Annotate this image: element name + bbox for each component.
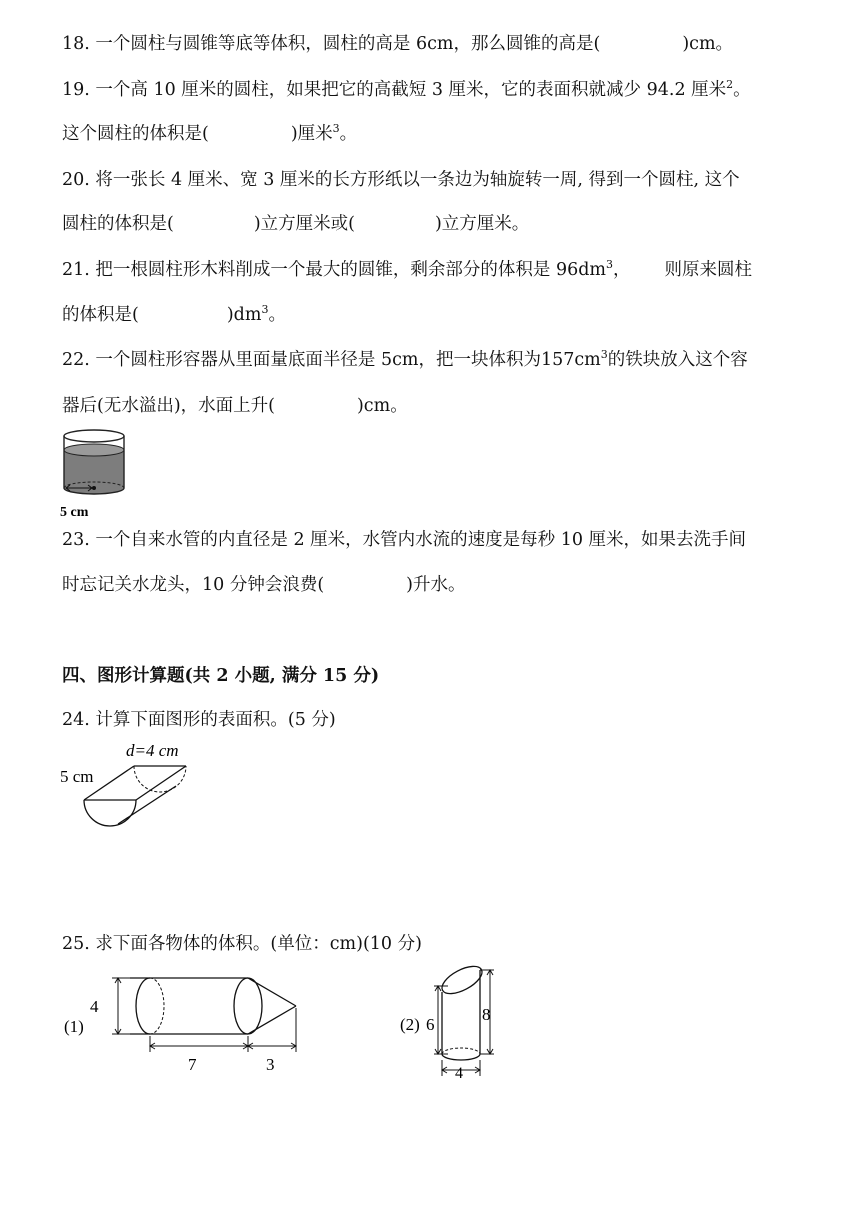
question-21-text: 21. 把一根圆柱形木料削成一个最大的圆锥，剩余部分的体积是 96dm [62, 260, 607, 280]
short-height-label: 6 [426, 1015, 435, 1034]
punctuation: 。 [339, 124, 358, 144]
cut-cylinder-figure [396, 964, 506, 1080]
question-19-line-2 [62, 122, 357, 146]
question-21-tail: 则原来圆柱 [664, 260, 753, 280]
question-22-line-2 [62, 394, 408, 418]
question-22-text: 22. 一个圆柱形容器从里面量底面半径是 5cm，把一块体积为157cm [62, 350, 601, 370]
question-20-mid: )立方厘米或( [253, 214, 355, 234]
question-19-line-1 [62, 78, 751, 102]
superscript: 3 [332, 122, 340, 135]
question-21-line-2 [62, 303, 286, 327]
question-23-text-2: 时忘记关水龙头，10 分钟会浪费( [62, 575, 325, 595]
question-18-text: 18. 一个圆柱与圆锥等底等体积，圆柱的高是 6cm，那么圆锥的高是( [62, 34, 601, 54]
unit-text: )cm。 [356, 396, 408, 416]
question-23-line-1 [62, 528, 746, 552]
punctuation: ， [613, 260, 631, 280]
container-top [64, 430, 124, 442]
figure-2-tag: (2) [400, 1015, 420, 1034]
unit-text: )dm [226, 305, 262, 325]
punctuation: 。 [733, 80, 751, 100]
question-24: 24. 计算下面图形的表面积。(5 分) [62, 710, 336, 730]
superscript: 3 [261, 303, 269, 316]
superscript: 3 [600, 348, 608, 361]
cylinder-cone-figure [58, 964, 308, 1080]
half-cylinder-figure [58, 738, 198, 838]
superscript: 3 [606, 258, 614, 271]
question-20-text: 20. 将一张长 4 厘米、宽 3 厘米的长方形纸以一条边为轴旋转一周, 得到一个圆柱, 这个 [62, 170, 740, 190]
question-20-text-2: 圆柱的体积是( [62, 214, 174, 234]
question-19-text: 19. 一个高 10 厘米的圆柱，如果把它的高截短 3 厘米，它的表面积就减少 94.2 厘米 [62, 80, 727, 100]
diameter-label: d=4 cm [126, 741, 179, 760]
question-23-end: )升水。 [406, 575, 466, 595]
question-22-line-1 [62, 348, 748, 372]
unit-text: )厘米 [290, 124, 333, 144]
question-20-end: )立方厘米。 [434, 214, 530, 234]
question-20-line-1 [62, 168, 740, 192]
long-height-label: 8 [482, 1005, 491, 1024]
question-21-text-2: 的体积是( [62, 305, 139, 325]
water-surface [64, 444, 124, 456]
base-diameter-label: 4 [455, 1065, 463, 1080]
question-22-text-end: 的铁块放入这个容 [607, 350, 748, 370]
length-label: 5 cm [60, 767, 94, 786]
punctuation: 。 [268, 305, 286, 325]
water-cylinder-figure [56, 424, 136, 520]
question-21-line-1 [62, 258, 752, 282]
question-22-text-2: 器后(无水溢出)，水面上升( [62, 396, 275, 416]
height-label: 4 [90, 997, 99, 1016]
question-18 [62, 32, 733, 56]
section-heading: 四、图形计算题(共 2 小题, 满分 15 分) [62, 666, 380, 686]
figure-1-tag: (1) [64, 1017, 84, 1036]
question-23-line-2 [62, 573, 466, 597]
question-19-text-2: 这个圆柱的体积是( [62, 124, 209, 144]
cone-length-label: 3 [266, 1055, 275, 1074]
length-7-label: 7 [188, 1055, 197, 1074]
question-20-line-2 [62, 212, 529, 236]
question-25: 25. 求下面各物体的体积。(单位：cm)(10 分) [62, 934, 422, 954]
question-23-text: 23. 一个自来水管的内直径是 2 厘米，水管内水流的速度是每秒 10 厘米，如果去洗手间 [62, 530, 747, 550]
superscript: 2 [726, 78, 734, 91]
question-18-end: )cm。 [682, 34, 734, 54]
radius-label: 5 cm [60, 505, 89, 520]
